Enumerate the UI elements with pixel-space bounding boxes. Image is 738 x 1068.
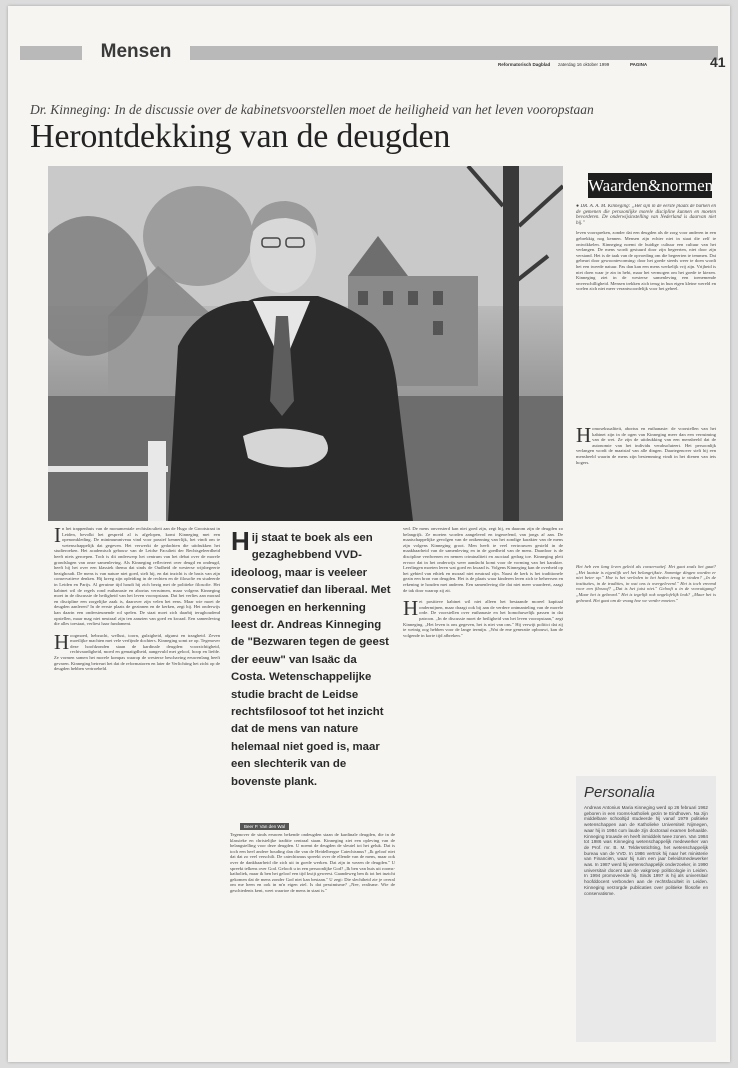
drop-cap: I [54, 526, 61, 547]
drop-cap: H [54, 629, 70, 654]
personalia-text: Andreas Antonius Maria Kinneging werd op 26 februari 1962 geboren in een rooms-katholiek gezin te Eindhoven. Na zijn middelbare schooltijd studeerde hij vanaf 1979 politieke wetenschappen aan de Katholieke Universiteit Nijmegen, waar hij in 1984 cum laude zijn doctoraal examen behaalde. Kinneging trouwde en heeft inmiddels twee zonen. Van 1984 tot 1986 was Kinneging wetenschappelijk medewerker van de Prof. mr. B. M. Teldersstichting, het wetenschappelijk bureau van de VVD. In 1986 vertrok hij naar het ministerie van Financiën, waar hij ruim een jaar beleidsmedewerker was. In 1987 werd hij wetenschappelijk onderzoeker, in 1990 universitair docent aan de vakgroep politicologie in Leiden. In 1994 promoveerde hij. Sinds 1997 is hij als universitair hoofddocent verbonden aan de rechtsfaculteit in Leiden. Kinneging verzorgde publicaties over politieke filosofie en conservatisme. [584, 805, 708, 896]
right-column-text: leven voorspreken, zonder dat een deugden als de zorg voor anderen in een gebrekkig nog kennen. Mensen zijn echter niet in staat die zelf te ontwikkelen. Kinneging noemt de huidige cultuur een cultuur van het verlangen. De mens wordt gestuurd door zijn begeerten, niet door zijn verstand. Het is de taak van de opvoeding om die begeerten te temmen. Dat gebeurt door gewoontevorming: door het goede steeds weer te doen wordt het een tweede natuur. Pas dan kan een mens werkelijk vrij zijn. Vrijheid is niet doen waar je zin in hebt, maar het vermogen om het goede te kiezen. Kinneging ziet in de westerse samenleving een toenemende onverschilligheid. Mensen trekken zich terug in hun eigen kleine wereld en voelen zich niet meer verantwoordelijk voor het geheel. [576, 230, 716, 292]
right-column-top [576, 204, 716, 419]
rubric-banner: Waarden&normen [588, 173, 712, 198]
article-kicker: Dr. Kinneging: In de discussie over de kabinetsvoorstellen moet de heiligheid van het leven vooropstaan [30, 102, 594, 117]
interview-text: Het heb een lang leven geleid als conservatief. Het gaat zoals het gaat? „Het laatste is eigenlijk wel het belangrijkste. Sommige dingen worden er niet beter op." Hoe is het verleden in het heden terug te vinden? „In de instituties, in de tradities, in wat ons is overgeleverd." Het is toch vreemd voor een filosoof? „Dat is het juist niet." Gelooft u in de vooruitgang? „Maar het is gebeurd." Het is tegelijk ook ongelofelijk leuk? „Maar het is gebeurd. Het gaat om de vraag hoe we verder moeten." [576, 564, 716, 603]
article-headline: Herontdekking van de deugden [30, 118, 451, 155]
column-one-text: n het trappenhuis van de monumentale rechtsfaculteit aan de Hugo de Grootstraat in Leiden, bevolkt het gespreid al is afgelopen, komt Kinneging met een openomkleding. De minimumniveau vind voor passief kennerlijk, het vindt om te wetenschappelijk dat gegeven. Het verwerkt de gedachten die uitdrukken het studieroeken. Het academisch gebouw van de Leidse Faculteit der Rechtsgeleerdheid heeft niets geroepen. Toch is dit onderwerp het centrum van het debat over de morele grondslagen van onze samenleving. Als Kinneging reflecteert over deugd en ondeugd, heeft hij het over een klassiek thema dat sinds de Oudheid de westerse wijsbegeerte bezighoudt. De mens is van nature niet goed, stelt hij, en dat inzicht is de basis van zijn conservatieve denken. Hij kreeg zijn opleiding in de rechten en de filosofie en studeerde in Leiden en Parijs. Al geruime tijd houdt hij zich bezig met de politieke filosofie. Het kabinet wil de regels rond euthanasie en abortus verruimen, maar volgens Kinneging moet in de discussie de heiligheid van het leven vooropstaan. Dat het verlies aan moraal en discipline een zorgelijke zaak is, daarover zijn velen het eens. Maar wie moet de deugden aanleren? In de eerste plaats de gezinnen en de kerken, zegt hij. Het onderwijs kan daarin een ondersteunende rol spelen. De staat moet zich daarbij terughoudend opstellen, maar mag niet neutraal zijn ten aanzien van goed en kwaad. Een samenleving die alles toestaat, verliest haar fundament. [54, 526, 220, 627]
newspaper-name: Reformatorisch Dagblad [498, 62, 551, 67]
photo-credit: Beer P. Van den Wal [240, 823, 289, 830]
column-two [230, 832, 395, 1048]
column-two-text: Tegenover de sinds eeuwen bekende ondeugden staan de kardinale deugden, die in de klassieke en christelijke traditie centraal staan. Kinneging ziet een opleving van de belangstelling voor deze deugden. U noemt de deugden de sleutel tot het geluk. Dat is toch een heel andere houding dan die van de Heidelbergse Catechismus? „Ik geloof niet dat dat zo veel verschilt. De catechismus spreekt over de ellende van de mens, maar ook over de dankbaarheid die zich uit in goede werken. Dat zijn in wezen de deugden." U spreekt telkens over God. Gelooft u in een persoonlijke God? „Ik ben van huis uit rooms-katholiek, maar ik ben het geloof een tijd kwijt geweest. Gaandeweg ben ik tot het inzicht gekomen dat de mens zonder God niet kan bestaan." U zegt: Die slechtheid zie je overal om me heen en ook in m'n eigen ziel. Is dat pessimisme? „Nee, realisme. Wie de geschiedenis kent, weet waartoe de mens in staat is." [230, 832, 395, 893]
column-three-text: ved. De mens onversterd kan niet goed zijn, zegt hij, en daarom zijn de deugden zo belangrijk. Ze moeten worden aangeleerd en ingeoefend, van jongs af aan. De maatschappelijke gevolgen van de ontkenning van het zondige karakter van de mens zijn volgens Kinneging groot. Men heeft te veel vertrouwen gesteld in de maakbaarheid van de samenleving en in de goedheid van de mens. Daardoor is de discipline verdwenen en nemen criminaliteit en asociaal gedrag toe. Kinneging pleit ervoor dat in het onderwijs weer aandacht komt voor de vorming van het karakter. Leerlingen moeten leren wat goed en kwaad is. Volgens Kinneging kan de overheid op het gebied van ethiek en moraal niet neutraal zijn. Naast de kerk is het traditionele gezin een bron van deugden. Het is de plaats waar kinderen leren zich te beheersen en rekening te houden met anderen. Een samenleving die dat niet meer waardeert, zaagt de tak door waarop zij zit. [403, 526, 563, 593]
section-title: Mensen [82, 40, 190, 64]
column-one-text-b: oogmoed, hebzucht, wellust, toorn, gulzigheid, afgunst en traagheid. Zeven moeilijke machten met vele verfijnde dochters. Kinneging somt ze op. Tegenover deze hoofdzonden staan de kardinale deugden: voorzichtigheid, rechtvaardigheid, moed en gematigdheid, aangevuld met geloof, hoop en liefde. Ze vormen samen het morele kompas waarop de westerse beschaving eeuwenlang heeft gevaren. Kinneging betreurt het dat de reformatoren en later de Verlichting het zicht op de deugden hebben vertroebeld. [54, 632, 220, 672]
right-column-mid-text: omoseksualiteit, abortus en euthanasie: de voorstellen van het kabinet zijn in de ogen van Kinneging meer dan een verruiming van de wet. Ze zijn de uitdrukking van een mensbeeld dat de autonomie van het individu verabsoluteert. Het persoonlijk verlangen wordt de maatstaf van alle dingen. Daartegenover stelt hij een mensbeeld waarin de mens zijn bestemming vindt in het dienen van iets hogers. [576, 426, 716, 465]
drop-cap: H [576, 426, 592, 447]
section-header [20, 40, 726, 70]
photo-caption: ● DR. A. A. M. Kinneging: „Het sijn in de eerste plaats de burken en de gemenen die persoonlijke morele discipline kunnen en moeten bevorderen. De onderwijsinstelling van Nederland is daarvan niet bij." [576, 204, 716, 226]
portrait-photo [48, 166, 563, 521]
right-column-questions [576, 564, 716, 772]
personalia-box [576, 776, 716, 1042]
page-label: PAGINA [630, 62, 648, 67]
newspaper-page [8, 6, 730, 1062]
page-number: 41 [710, 54, 726, 70]
right-column-mid [576, 426, 716, 564]
pull-quote [231, 526, 393, 791]
column-three-text-b: et positieve kabinet wil niet alleen het bestaande moreel kapitaal ondermijnen, maar draagt ook bij aan de verdere ontmanteling van de morele orde. De voorstellen over euthanasie en het homohuwelijk passen in dat patroon. „In de discussie moet de heiligheid van het leven vooropstaan," zegt Kinneging. „Het leven is ons gegeven, het is niet van ons." Hij verwijt politici dat zij te weinig oog hebben voor de lange termijn. „Wat de ene generatie opbouwt, kan de volgende in korte tijd afbreken." [403, 599, 563, 638]
drop-cap: H [231, 526, 250, 556]
issue-date: zaterdag 16 oktober 1999 [558, 62, 610, 67]
personalia-title: Personalia [584, 784, 655, 801]
column-three [403, 526, 563, 1048]
pull-quote-text: ij staat te boek als een gezaghebbend VVD-ideoloog, maar is veeleer conservatief dan liberaal. Met genoegen en herkenning leest dr. Andreas Kinneging de "Bezwaren tegen de geest der eeuw" van Isaäc da Costa. Wetenschappelijke studie bracht de Leidse rechtsfilosoof tot het inzicht dat de mens van nature helemaal niet goed is, maar een slechterik van de bovenste plank. [231, 532, 391, 788]
drop-cap: H [403, 596, 419, 621]
column-one [54, 526, 220, 1048]
